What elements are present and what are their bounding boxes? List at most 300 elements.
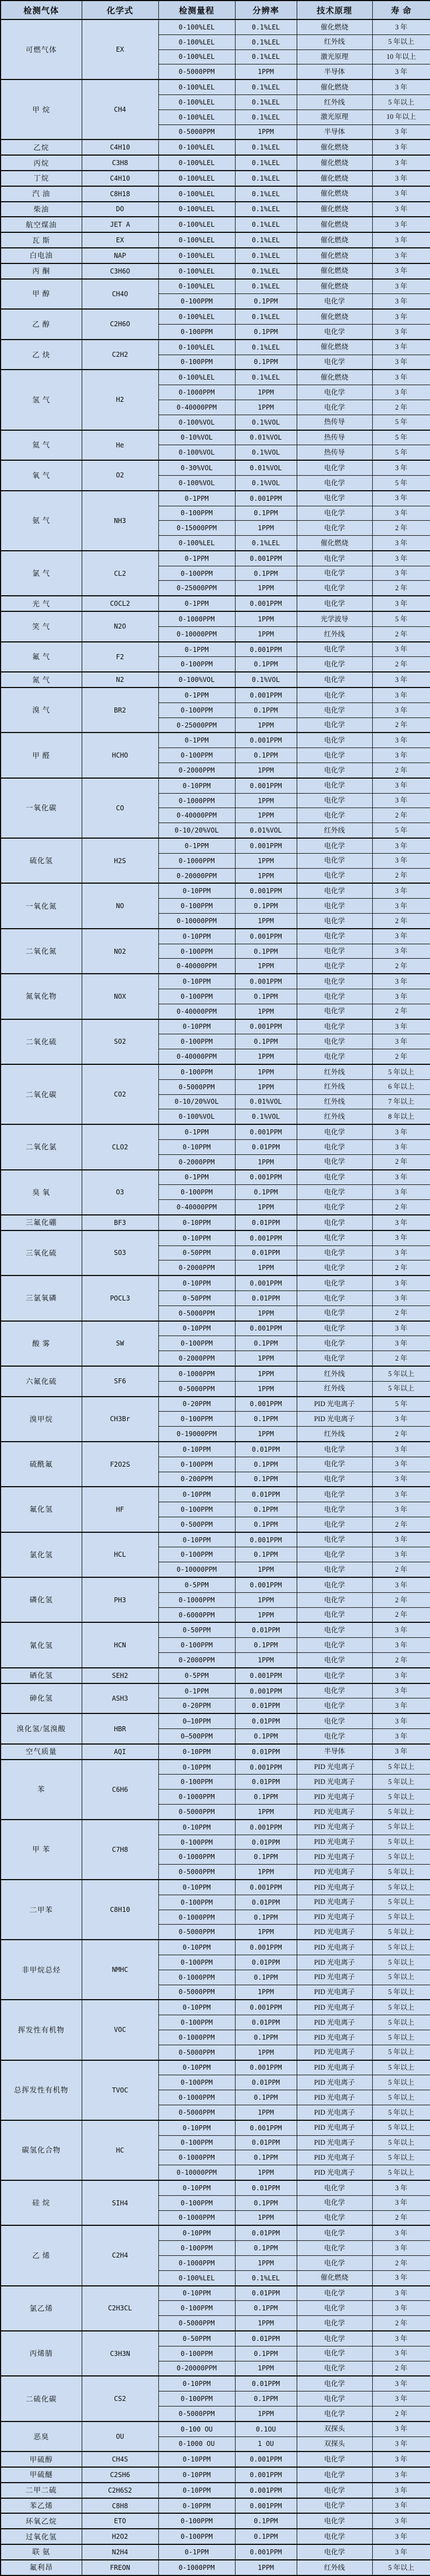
resolution-cell: 1PPM (235, 2406, 297, 2421)
resolution-cell: 1PPM (235, 1064, 297, 1079)
range-cell: 0-5000PPM (158, 124, 235, 139)
principle-cell: 电化学 (297, 581, 372, 596)
principle-cell: 电化学 (297, 929, 372, 944)
table-row (1, 217, 430, 232)
range-cell: 0-40000PPM (158, 1004, 235, 1019)
formula-cell: C4H10 (82, 139, 158, 155)
principle-cell: 电化学 (297, 1638, 372, 1653)
table-row (1, 2483, 430, 2498)
resolution-cell: 0.1%VOL (235, 1109, 297, 1124)
principle-cell: 催化燃烧 (297, 279, 372, 294)
lifespan-cell: 3 年 (372, 1275, 430, 1291)
range-cell: 0-100PPM (158, 2075, 235, 2090)
range-cell: 0-100%LEL (158, 109, 235, 124)
range-cell: 0-20000PPM (158, 868, 235, 883)
range-cell: 0-100%VOL (158, 415, 235, 430)
gas-name-cell: 酸 雾 (1, 1321, 82, 1366)
principle-cell: 电化学 (297, 1713, 372, 1728)
range-cell: 0-10PPM (158, 2467, 235, 2483)
range-cell: 0-25000PPM (158, 718, 235, 733)
resolution-cell: 1PPM (235, 959, 297, 974)
principle-cell: 电化学 (297, 506, 372, 521)
resolution-cell: 0.1PPM (235, 2391, 297, 2406)
formula-cell: SIH4 (82, 2180, 158, 2225)
range-cell: 0-10PPM (158, 1880, 235, 1895)
range-cell: 0-1000PPM (158, 1910, 235, 1925)
gas-name-cell: 联 氨 (1, 2544, 82, 2560)
resolution-cell: 0.1PPM (235, 1790, 297, 1805)
formula-cell: C3H8 (82, 155, 158, 171)
lifespan-cell: 3 年 (372, 1034, 430, 1049)
range-cell: 0-10PPM (158, 1442, 235, 1457)
table-row (1, 2331, 430, 2346)
resolution-cell: 0.1PPM (235, 1910, 297, 1925)
formula-cell: O2 (82, 460, 158, 491)
formula-cell: CH4 (82, 79, 158, 139)
resolution-cell: 1PPM (235, 2105, 297, 2120)
lifespan-cell: 5 年以上 (372, 1790, 430, 1805)
lifespan-cell: 2 年 (372, 2255, 430, 2270)
lifespan-cell: 2 年 (372, 1200, 430, 1215)
formula-cell: CO (82, 778, 158, 838)
range-cell: 0-5000PPM (158, 2316, 235, 2331)
column-header: 寿 命 (372, 1, 430, 19)
gas-name-cell: 苯 (1, 1760, 82, 1820)
resolution-cell: 0.1%LEL (235, 217, 297, 232)
resolution-cell: 0.001PPM (235, 2498, 297, 2514)
table-row (1, 2000, 430, 2015)
gas-name-cell: 甲 醛 (1, 733, 82, 778)
principle-cell: 电化学 (297, 1034, 372, 1049)
resolution-cell: 0.1%VOL (235, 672, 297, 687)
lifespan-cell: 3 年 (372, 551, 430, 566)
gas-name-cell: 乙 炔 (1, 340, 82, 370)
table-row (1, 1230, 430, 1245)
lifespan-cell: 3 年 (372, 2376, 430, 2391)
lifespan-cell: 3 年 (372, 1170, 430, 1185)
formula-cell: H2S (82, 838, 158, 883)
principle-cell: 电化学 (297, 596, 372, 611)
table-row (1, 596, 430, 611)
resolution-cell: 0.001PPM (235, 778, 297, 793)
resolution-cell: 0.1PPM (235, 2030, 297, 2045)
resolution-cell: 0.001PPM (235, 2483, 297, 2498)
range-cell: 0-100PPM (158, 2529, 235, 2544)
lifespan-cell: 3 年 (372, 672, 430, 687)
range-cell: 0-100%VOL (158, 1109, 235, 1124)
gas-name-cell: 砷化氢 (1, 1683, 82, 1714)
table-row (1, 171, 430, 186)
range-cell: 0-100PPM (158, 2391, 235, 2406)
table-row (1, 1940, 430, 1955)
range-cell: 0-10PPM (158, 1215, 235, 1230)
resolution-cell: 1PPM (235, 1366, 297, 1381)
table-row (1, 1019, 430, 1034)
range-cell: 0-100PPM (158, 1034, 235, 1049)
principle-cell: 电化学 (297, 914, 372, 929)
gas-name-cell: 氯化氢 (1, 1532, 82, 1577)
principle-cell: PID 光电离子 (297, 1925, 372, 1940)
lifespan-cell: 3 年 (372, 64, 430, 79)
lifespan-cell: 5 年 (372, 611, 430, 626)
range-cell: 0-10PPM (158, 2286, 235, 2301)
range-cell: 0-1000PPM (158, 1592, 235, 1607)
lifespan-cell: 5 年以上 (372, 1970, 430, 1985)
range-cell: 0-20000PPM (158, 2361, 235, 2376)
principle-cell: PID 光电离子 (297, 1940, 372, 1955)
principle-cell: 红外线 (297, 2560, 372, 2575)
lifespan-cell: 2 年 (372, 657, 430, 672)
principle-cell: 电化学 (297, 2376, 372, 2391)
gas-name-cell: 苯乙烯 (1, 2498, 82, 2514)
range-cell: 0-5PPM (158, 1577, 235, 1592)
range-cell: 0-100%LEL (158, 232, 235, 248)
lifespan-cell: 3 年 (372, 2421, 430, 2437)
principle-cell: PID 光电离子 (297, 1985, 372, 2000)
table-row (1, 2286, 430, 2301)
principle-cell: 电化学 (297, 355, 372, 370)
lifespan-cell: 3 年 (372, 687, 430, 702)
range-cell: 0-1PPM (158, 733, 235, 748)
resolution-cell: 0.1%LEL (235, 171, 297, 186)
range-cell: 0-1000PPM (158, 2255, 235, 2270)
principle-cell: PID 光电离子 (297, 2135, 372, 2150)
resolution-cell: 0.01%VOL (235, 430, 297, 445)
principle-cell: 电化学 (297, 2467, 372, 2483)
lifespan-cell: 3 年 (372, 294, 430, 309)
principle-cell: 电化学 (297, 1275, 372, 1291)
resolution-cell: 1PPM (235, 1306, 297, 1321)
resolution-cell: 1PPM (235, 1562, 297, 1577)
range-cell: 0-1000PPM (158, 611, 235, 626)
lifespan-cell: 5 年以上 (372, 1850, 430, 1865)
resolution-cell: 0.1%LEL (235, 49, 297, 64)
range-cell: 0-10PPM (158, 1139, 235, 1154)
formula-cell: C2H2 (82, 340, 158, 370)
lifespan-cell: 3 年 (372, 2452, 430, 2467)
range-cell: 0-5000PPM (158, 1805, 235, 1820)
principle-cell: PID 光电离子 (297, 1412, 372, 1427)
resolution-cell: 0.1PPM (235, 1547, 297, 1562)
lifespan-cell: 10 年以上 (372, 109, 430, 124)
resolution-cell: 0.01PPM (235, 2286, 297, 2301)
principle-cell: 电化学 (297, 1472, 372, 1487)
formula-cell: HF (82, 1487, 158, 1532)
table-row (1, 2498, 430, 2514)
table-row (1, 491, 430, 506)
header-row (1, 1, 430, 19)
resolution-cell: 0.001PPM (235, 733, 297, 748)
range-cell: 0-10PPM (158, 778, 235, 793)
principle-cell: 电化学 (297, 2346, 372, 2361)
lifespan-cell: 3 年 (372, 279, 430, 294)
range-cell: 0-100PPM (158, 1502, 235, 1517)
lifespan-cell: 3 年 (372, 944, 430, 959)
gas-name-cell: 丁烷 (1, 171, 82, 186)
lifespan-cell: 3 年 (372, 324, 430, 339)
gas-name-cell: 二氧化硫 (1, 1019, 82, 1064)
range-cell: 0-5000PPM (158, 1306, 235, 1321)
range-cell: 0-1000PPM (158, 2210, 235, 2225)
table-row (1, 642, 430, 657)
principle-cell: 电化学 (297, 551, 372, 566)
resolution-cell: 0.1%LEL (235, 202, 297, 217)
lifespan-cell: 3 年 (372, 2513, 430, 2529)
lifespan-cell: 3 年 (372, 1683, 430, 1698)
formula-cell: DO (82, 202, 158, 217)
principle-cell: 电化学 (297, 1442, 372, 1457)
resolution-cell: 0.1PPM (235, 748, 297, 763)
table-row (1, 1532, 430, 1547)
lifespan-cell: 5 年以上 (372, 2075, 430, 2090)
lifespan-cell: 3 年 (372, 596, 430, 611)
lifespan-cell: 3 年 (372, 1442, 430, 1457)
formula-cell: NOX (82, 974, 158, 1019)
range-cell: 0-1PPM (158, 1170, 235, 1185)
principle-cell: 催化燃烧 (297, 232, 372, 248)
principle-cell: 催化燃烧 (297, 217, 372, 232)
gas-name-cell: 溴甲烷 (1, 1397, 82, 1442)
principle-cell: PID 光电离子 (297, 1865, 372, 1880)
lifespan-cell: 3 年 (372, 899, 430, 914)
range-cell: 0-100%LEL (158, 155, 235, 171)
lifespan-cell: 5 年以上 (372, 1940, 430, 1955)
range-cell: 0-100PPM (158, 2195, 235, 2210)
resolution-cell: 0.1%LEL (235, 2270, 297, 2285)
lifespan-cell: 3 年 (372, 2180, 430, 2195)
principle-cell: 红外线 (297, 34, 372, 49)
range-cell: 0-10PPM (158, 974, 235, 989)
lifespan-cell: 3 年 (372, 1230, 430, 1245)
table-row (1, 2376, 430, 2391)
gas-name-cell: 氟 气 (1, 642, 82, 672)
principle-cell: 电化学 (297, 1683, 372, 1698)
lifespan-cell: 5 年以上 (372, 2105, 430, 2120)
lifespan-cell: 3 年 (372, 1457, 430, 1472)
resolution-cell: 0.001PPM (235, 929, 297, 944)
resolution-cell: 0.1%LEL (235, 232, 297, 248)
lifespan-cell: 3 年 (372, 2195, 430, 2210)
table-row (1, 248, 430, 263)
lifespan-cell: 2 年 (372, 1049, 430, 1064)
table-row (1, 974, 430, 989)
resolution-cell: 1PPM (235, 1865, 297, 1880)
formula-cell: SF6 (82, 1366, 158, 1397)
lifespan-cell: 3 年 (372, 79, 430, 94)
lifespan-cell: 3 年 (372, 1547, 430, 1562)
lifespan-cell: 2 年 (372, 1517, 430, 1532)
table-row (1, 838, 430, 853)
resolution-cell: 0.01PPM (235, 1775, 297, 1790)
lifespan-cell: 3 年 (372, 309, 430, 324)
gas-name-cell: 丙烷 (1, 155, 82, 171)
range-cell: 0-1000 OU (158, 2437, 235, 2452)
principle-cell: PID 光电离子 (297, 1970, 372, 1985)
lifespan-cell: 5 年以上 (372, 1985, 430, 2000)
range-cell: 0-1PPM (158, 1683, 235, 1698)
resolution-cell: 1PPM (235, 868, 297, 883)
resolution-cell: 0.01PPM (235, 2180, 297, 2195)
range-cell: 0-100%VOL (158, 445, 235, 460)
principle-cell: 电化学 (297, 1457, 372, 1472)
principle-cell: PID 光电离子 (297, 1955, 372, 1970)
range-cell: 0-2000PPM (158, 1154, 235, 1169)
range-cell: 0-10PPM (158, 2120, 235, 2135)
resolution-cell: 0.1PPM (235, 657, 297, 672)
lifespan-cell: 2 年 (372, 763, 430, 778)
range-cell: 0-100PPM (158, 294, 235, 309)
resolution-cell: 0.1%LEL (235, 139, 297, 155)
range-cell: 0-20PPM (158, 1397, 235, 1412)
resolution-cell: 0.01PPM (235, 2015, 297, 2030)
lifespan-cell: 3 年 (372, 1215, 430, 1230)
resolution-cell: 0.001PPM (235, 491, 297, 506)
principle-cell: 电化学 (297, 2210, 372, 2225)
resolution-cell: 0.1PPM (235, 1970, 297, 1985)
principle-cell: 电化学 (297, 2498, 372, 2514)
gas-name-cell: 氢 气 (1, 370, 82, 430)
gas-name-cell: 恶臭 (1, 2421, 82, 2452)
range-cell: 0-100PPM (158, 2135, 235, 2150)
table-row (1, 611, 430, 626)
range-cell: 0-10/20%VOL (158, 1094, 235, 1109)
lifespan-cell: 3 年 (372, 1291, 430, 1306)
lifespan-cell: 3 年 (372, 2391, 430, 2406)
lifespan-cell: 3 年 (372, 139, 430, 155)
principle-cell: 电化学 (297, 2391, 372, 2406)
gas-name-cell: 氨 气 (1, 491, 82, 551)
lifespan-cell: 3 年 (372, 1744, 430, 1760)
gas-name-cell: 甲硫醇 (1, 2452, 82, 2467)
gas-name-cell: 臭 氧 (1, 1170, 82, 1215)
lifespan-cell: 3 年 (372, 263, 430, 279)
principle-cell: 电化学 (297, 385, 372, 400)
principle-cell: 电化学 (297, 1351, 372, 1366)
range-cell: 0-5000PPM (158, 1865, 235, 1880)
range-cell: 0-10/20%VOL (158, 823, 235, 838)
range-cell: 0-1000PPM (158, 853, 235, 868)
range-cell: 0-10PPM (158, 1820, 235, 1835)
formula-cell: CLO2 (82, 1124, 158, 1169)
lifespan-cell: 2 年 (372, 808, 430, 823)
principle-cell: 激光原理 (297, 49, 372, 64)
lifespan-cell: 5 年以上 (372, 1955, 430, 1970)
table-row (1, 340, 430, 355)
resolution-cell: 0.01PPM (235, 2135, 297, 2150)
lifespan-cell: 2 年 (372, 1607, 430, 1622)
principle-cell: 激光原理 (297, 109, 372, 124)
resolution-cell: 1PPM (235, 385, 297, 400)
lifespan-cell: 5 年以上 (372, 2120, 430, 2135)
formula-cell: NO2 (82, 929, 158, 974)
range-cell: 0-100%LEL (158, 171, 235, 186)
resolution-cell: 0.01PPM (235, 2225, 297, 2240)
table-row (1, 1487, 430, 1502)
table-row (1, 1577, 430, 1592)
resolution-cell: 0.1PPM (235, 2150, 297, 2165)
principle-cell: 催化燃烧 (297, 202, 372, 217)
principle-cell: 催化燃烧 (297, 186, 372, 202)
resolution-cell: 0.01PPM (235, 1139, 297, 1154)
principle-cell: PID 光电离子 (297, 1910, 372, 1925)
range-cell: 0-100PPM (158, 899, 235, 914)
range-cell: 0-1PPM (158, 642, 235, 657)
lifespan-cell: 3 年 (372, 1638, 430, 1653)
table-row (1, 1744, 430, 1760)
principle-cell: 电化学 (297, 1306, 372, 1321)
lifespan-cell: 3 年 (372, 1019, 430, 1034)
principle-cell: PID 光电离子 (297, 2105, 372, 2120)
formula-cell: EX (82, 19, 158, 79)
column-header: 技术原理 (297, 1, 372, 19)
range-cell: 0-100PPM (158, 506, 235, 521)
gas-name-cell: 溴 气 (1, 687, 82, 733)
table-row (1, 1442, 430, 1457)
resolution-cell: 0.001PPM (235, 1397, 297, 1412)
table-row (1, 2225, 430, 2240)
resolution-cell: 0.1PPM (235, 1412, 297, 1427)
resolution-cell: 0.1%LEL (235, 186, 297, 202)
gas-name-cell: 二氧化碳 (1, 1064, 82, 1124)
resolution-cell: 0.001PPM (235, 2452, 297, 2467)
range-cell: 0-1000PPM (158, 1790, 235, 1805)
principle-cell: 红外线 (297, 1064, 372, 1079)
principle-cell: 电化学 (297, 989, 372, 1004)
formula-cell: C3H3N (82, 2331, 158, 2376)
table-row (1, 929, 430, 944)
principle-cell: 光学波导 (297, 611, 372, 626)
table-row (1, 1064, 430, 1079)
principle-cell: PID 光电离子 (297, 1775, 372, 1790)
principle-cell: 电化学 (297, 763, 372, 778)
range-cell: 0-6000PPM (158, 1607, 235, 1622)
principle-cell: 电化学 (297, 1729, 372, 1744)
lifespan-cell: 3 年 (372, 1245, 430, 1260)
formula-cell: F2 (82, 642, 158, 672)
table-row (1, 2560, 430, 2575)
principle-cell: 电化学 (297, 2406, 372, 2421)
range-cell: 0-2000PPM (158, 1260, 235, 1275)
resolution-cell: 0.1%LEL (235, 109, 297, 124)
resolution-cell: 1PPM (235, 1004, 297, 1019)
resolution-cell: 1PPM (235, 2045, 297, 2060)
table-row (1, 370, 430, 385)
range-cell: 0—10PPM (158, 1713, 235, 1728)
lifespan-cell: 2 年 (372, 2210, 430, 2225)
lifespan-cell: 5 年以上 (372, 2560, 430, 2575)
principle-cell: 电化学 (297, 1154, 372, 1169)
range-cell: 0-200PPM (158, 1472, 235, 1487)
resolution-cell: 0.1PPM (235, 2346, 297, 2361)
range-cell: 0-100%LEL (158, 19, 235, 34)
lifespan-cell: 3 年 (372, 217, 430, 232)
principle-cell: 红外线 (297, 626, 372, 641)
resolution-cell: 0.01PPM (235, 2376, 297, 2391)
resolution-cell: 1PPM (235, 1805, 297, 1820)
range-cell: 0-10PPM (158, 883, 235, 898)
table-row (1, 1215, 430, 1230)
lifespan-cell: 5 年以上 (372, 94, 430, 109)
lifespan-cell: 2 年 (372, 959, 430, 974)
gas-name-cell: 氯乙烯 (1, 2286, 82, 2331)
principle-cell: 电化学 (297, 1004, 372, 1019)
range-cell: 0-10000PPM (158, 914, 235, 929)
formula-cell: HBR (82, 1713, 158, 1744)
resolution-cell: 0.1PPM (235, 2301, 297, 2316)
principle-cell: 半导体 (297, 124, 372, 139)
lifespan-cell: 3 年 (372, 155, 430, 171)
resolution-cell: 0.001PPM (235, 1124, 297, 1139)
